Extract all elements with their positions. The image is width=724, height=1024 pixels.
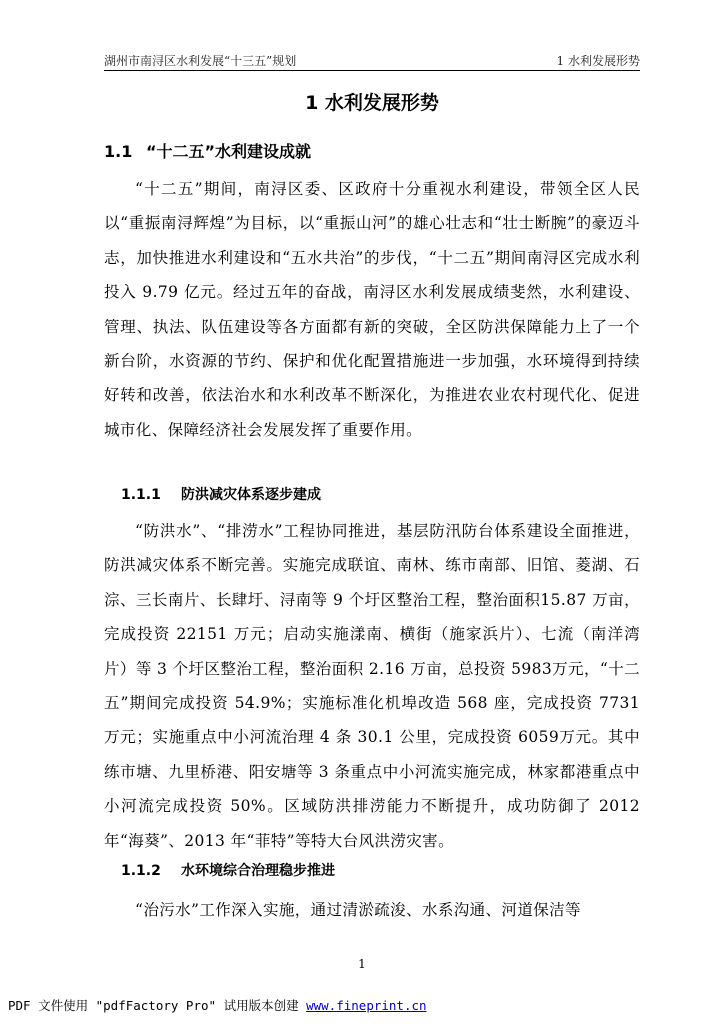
page-number: 1 — [358, 957, 366, 971]
section-1-1-2-title: 水环境综合治理稳步推进 — [181, 863, 335, 879]
section-1-1-title: “十二五”水利建设成就 — [146, 142, 312, 161]
section-1-1-2-heading — [121, 860, 335, 880]
section-1-1-2-number: 1.1.2 — [121, 863, 161, 879]
header-chapter-title: 1 水利发展形势 — [556, 54, 640, 68]
footer-text: PDF 文件使用 "pdfFactory Pro" 试用版本创建 — [8, 998, 299, 1013]
running-header — [104, 46, 640, 71]
section-1-1-1-title: 防洪减灾体系逐步建成 — [181, 487, 321, 503]
section-1-1-number: 1.1 — [104, 142, 133, 161]
section-1-1-1-paragraph: “防洪水”、“排涝水”工程协同推进，基层防汛防台体系建设全面推进，防洪减灾体系不断完善。实施完成联谊、南林、练市南部、旧馆、菱湖、石淙、三长南片、长肆圩、浔南等 9 个圩区整治工程，整治面积15.87 万亩，完成投资 22151 万元；启动实施漾南、横街（施家浜片）、七流（南洋湾片）等 3 个圩区整治工程，整治面积 2.16 万亩，总投资 5983万元，“十二五”期间完成投资 54.9%；实施标准化机埠改造 568 座，完成投资 7731 万元；实施重点中小河流治理 4 条 30.1 公里，完成投资 6059万元。其中练市塘、九里桥港、阳安塘等 3 条重点中小河流实施完成，林家都港重点中小河流完成投资 50%。区域防洪排涝能力不断提升，成功防御了 2012 年“海葵”、2013 年“菲特”等特大台风洪涝灾害。 — [104, 522, 640, 850]
chapter-title: 1 水利发展形势 — [305, 92, 439, 114]
section-1-1-1-heading — [121, 484, 321, 504]
section-1-1-heading — [104, 139, 311, 162]
section-1-1-paragraph: “十二五”期间，南浔区委、区政府十分重视水利建设，带领全区人民以“重振南浔辉煌”为目标，以“重振山河”的雄心壮志和“壮士断腕”的豪迈斗志，加快推进水利建设和“五水共治”的步伐，“十二五”期间南浔区完成水利投入 9.79 亿元。经过五年的奋战，南浔区水利发展成绩斐然，水利建设、管理、执法、队伍建设等各方面都有新的突破，全区防洪保障能力上了一个新台阶，水资源的节约、保护和优化配置措施进一步加强，水环境得到持续好转和改善，依法治水和水利改革不断深化，为推进农业农村现代化、促进城市化、保障经济社会发展发挥了重要作用。 — [104, 180, 640, 439]
header-document-title: 湖州市南浔区水利发展“十三五”规划 — [104, 54, 297, 68]
section-1-1-1-number: 1.1.1 — [121, 487, 161, 503]
pdf-watermark-footer — [8, 996, 427, 1014]
fineprint-link[interactable]: www.fineprint.cn — [306, 998, 427, 1013]
section-1-1-2-paragraph: “治污水”工作深入实施，通过清淤疏浚、水系沟通、河道保洁等 — [135, 901, 581, 919]
